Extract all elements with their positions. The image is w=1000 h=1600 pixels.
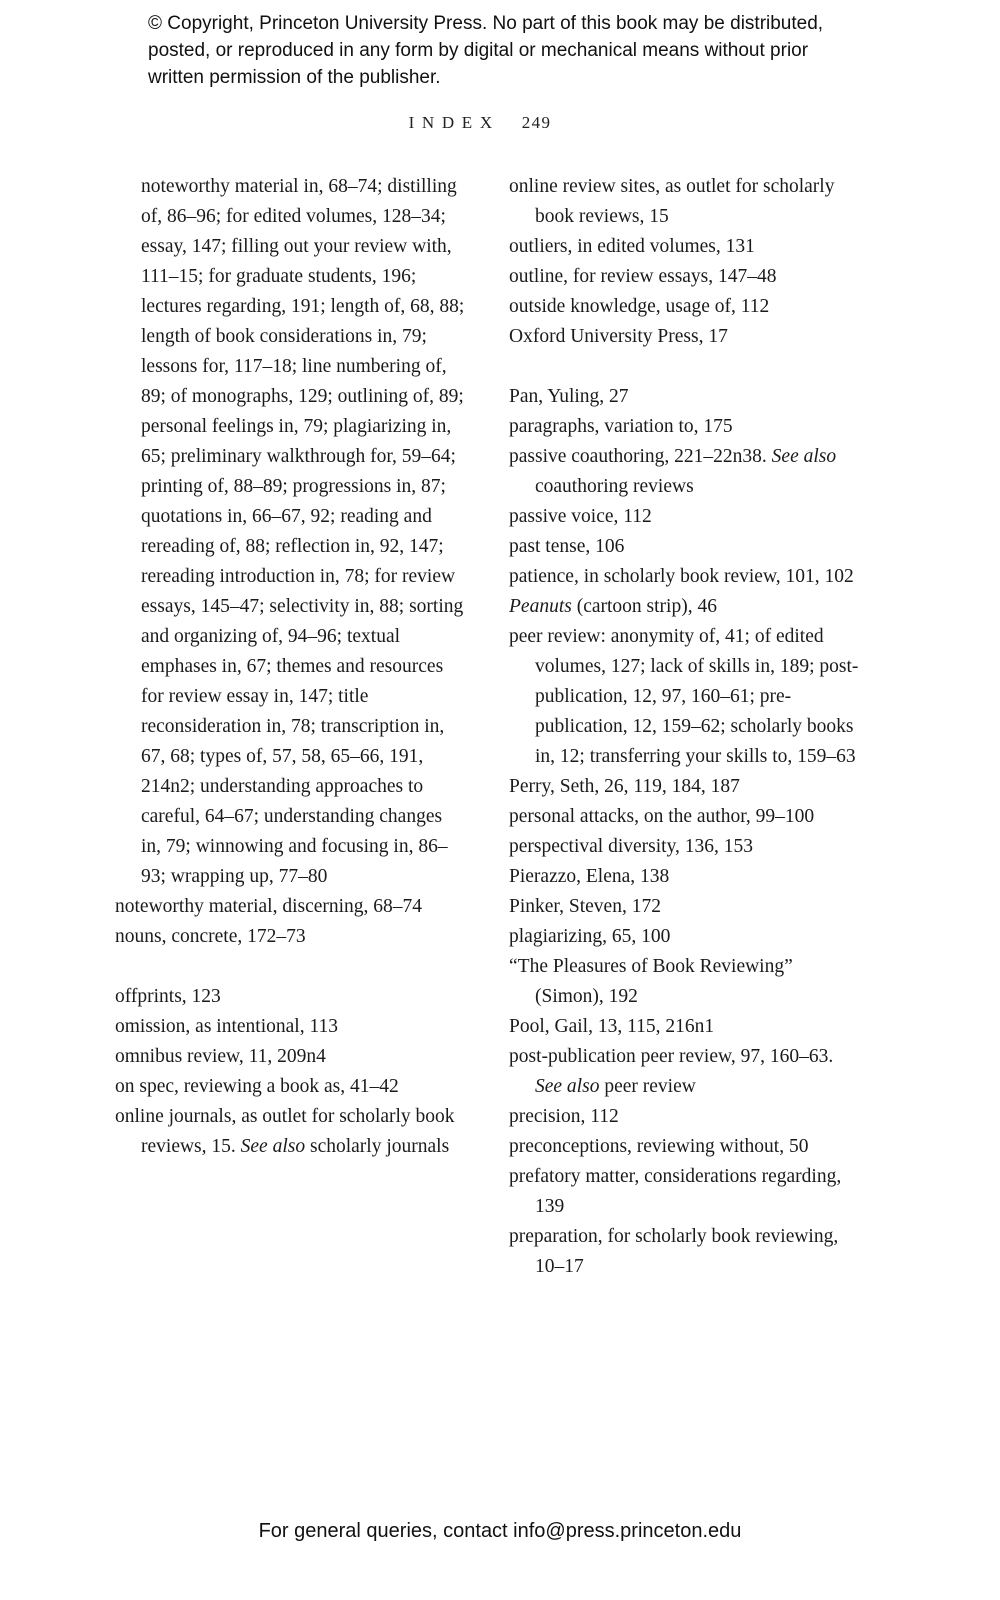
page-number: 249: [521, 113, 552, 132]
index-entry: omnibus review, 11, 209n4: [115, 1046, 326, 1067]
index-entry: noteworthy material, discerning, 68–74: [115, 896, 423, 917]
index-entry: Oxford University Press, 17: [509, 326, 728, 347]
index-entry: prefatory matter, considerations regarding, 139: [509, 1166, 842, 1217]
index-entry: online journals, as outlet for scholarly book reviews, 15. See also scholarly journals: [115, 1106, 455, 1157]
index-entry: outside knowledge, usage of, 112: [509, 296, 770, 317]
index-entry: online review sites, as outlet for scholarly book reviews, 15: [509, 176, 835, 227]
index-entry: outline, for review essays, 147–48: [509, 266, 777, 287]
copyright-notice: © Copyright, Princeton University Press. No part of this book may be distributed, posted, or reproduced in any form by digital or mechanical means without prior written permission of the publisher.: [148, 13, 824, 88]
index-title: INDEX: [408, 113, 500, 132]
page-header: [0, 113, 960, 133]
index-entry: Perry, Seth, 26, 119, 184, 187: [509, 776, 740, 797]
index-entry: passive coauthoring, 221–22n38. See also coauthoring reviews: [509, 446, 837, 497]
index-entry: precision, 112: [509, 1106, 619, 1127]
footer-contact: For general queries, contact info@press.princeton.edu: [258, 1520, 742, 1542]
index-entry: past tense, 106: [509, 536, 625, 557]
index-entry: paragraphs, variation to, 175: [509, 416, 733, 437]
index-entry: Pan, Yuling, 27: [509, 386, 629, 407]
index-entry: preconceptions, reviewing without, 50: [509, 1136, 809, 1157]
index-columns: [115, 172, 860, 1282]
index-entry: Peanuts (cartoon strip), 46: [509, 596, 717, 617]
index-entry: offprints, 123: [115, 986, 221, 1007]
index-entry: outliers, in edited volumes, 131: [509, 236, 755, 257]
index-entry: perspectival diversity, 136, 153: [509, 836, 754, 857]
index-entry: noteworthy material in, 68–74; distilling of, 86–96; for edited volumes, 128–34; essay, 147; filling out your review with, 111–15; for graduate students, 196; lectures regarding, 191; length of, 68, 88; length of book considerations in, 79; lessons for, 117–18; line numbering of, 89; of monographs, 129; outlining of, 89; personal feelings in, 79; plagiarizing in, 65; preliminary walkthrough for, 59–64; printing of, 88–89; progressions in, 87; quotations in, 66–67, 92; reading and rereading of, 88; reflection in, 92, 147; rereading introduction in, 78; for review essays, 145–47; selectivity in, 88; sorting and organizing of, 94–96; textual emphases in, 67; themes and resources for review essay in, 147; title reconsideration in, 78; transcription in, 67, 68; types of, 57, 58, 65–66, 191, 214n2; understanding approaches to careful, 64–67; understanding changes in, 79; winnowing and focusing in, 86–93; wrapping up, 77–80: [141, 176, 465, 887]
index-entry: passive voice, 112: [509, 506, 652, 527]
index-entry: nouns, concrete, 172–73: [115, 926, 306, 947]
index-entry: on spec, reviewing a book as, 41–42: [115, 1076, 399, 1097]
index-entry: omission, as intentional, 113: [115, 1016, 338, 1037]
index-entry: peer review: anonymity of, 41; of edited volumes, 127; lack of skills in, 189; post-publication, 12, 97, 160–61; pre-publication, 12, 159–62; scholarly books in, 12; transferring your skills to, 159–63: [509, 626, 859, 767]
index-entry: plagiarizing, 65, 100: [509, 926, 671, 947]
index-entry: post-publication peer review, 97, 160–63. See also peer review: [509, 1046, 834, 1097]
index-entry: personal attacks, on the author, 99–100: [509, 806, 815, 827]
index-entry: “The Pleasures of Book Reviewing” (Simon), 192: [509, 956, 793, 1007]
index-column-left: [115, 172, 466, 1282]
index-column-right: [509, 172, 860, 1282]
index-entry: Pierazzo, Elena, 138: [509, 866, 670, 887]
index-entry: Pinker, Steven, 172: [509, 896, 661, 917]
index-entry: Pool, Gail, 13, 115, 216n1: [509, 1016, 715, 1037]
index-entry: patience, in scholarly book review, 101, 102: [509, 566, 854, 587]
index-entry: preparation, for scholarly book reviewing, 10–17: [509, 1226, 839, 1277]
